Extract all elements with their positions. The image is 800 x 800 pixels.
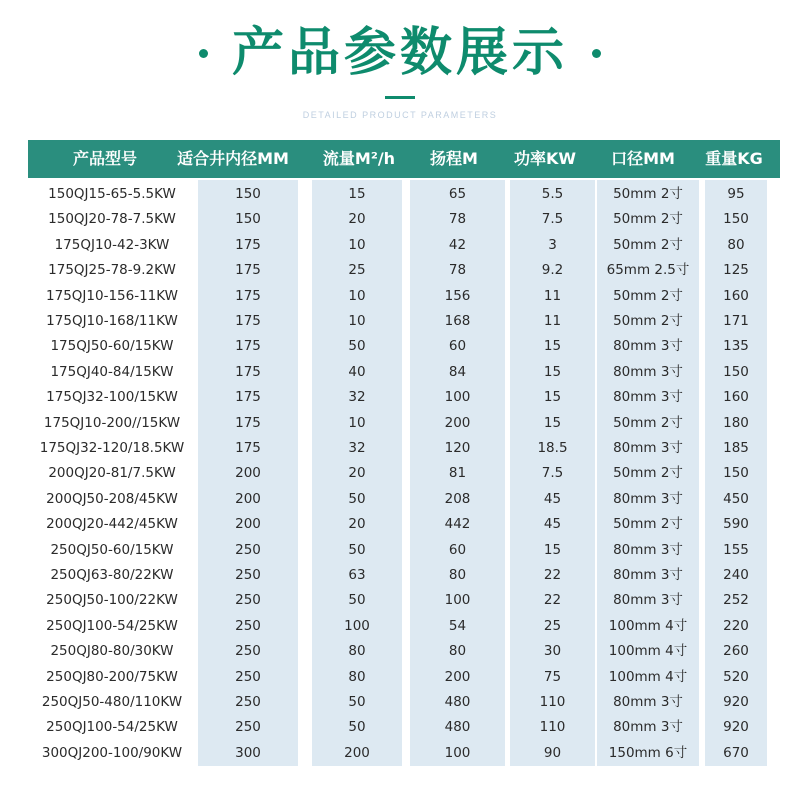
table-cell: 110 [539,694,566,710]
table-cell: 250 [235,668,261,685]
table-row [0,563,800,588]
table-cell: 200QJ50-208/45KW [46,490,178,507]
table-row [0,538,800,563]
table-cell: 15 [543,541,562,558]
table-cell: 20 [348,465,366,482]
table-cell: 18.5 [537,440,568,456]
table-row [0,207,800,232]
table-cell: 175 [235,363,261,380]
table-cell: 50 [348,338,366,355]
table-cell: 90 [543,744,562,761]
table-cell: 590 [723,516,749,533]
table-cell: 50 [348,592,366,609]
table-cell: 150 [235,211,261,228]
table-cell: 175 [235,389,261,406]
table-row [0,182,800,207]
table-cell: 110 [539,719,566,736]
table-cell: 200QJ20-81/7.5KW [48,465,176,482]
table-cell: 250 [235,694,261,710]
table-cell: 10 [348,414,366,431]
title-bar [0,18,800,88]
table-cell: 150QJ15-65-5.5KW [48,186,176,202]
table-cell: 171 [723,313,749,329]
table-cell: 175QJ10-168/11KW [46,313,178,329]
page-title: 产品参数展示 [231,23,568,83]
table-cell: 480 [444,719,471,736]
table-cell: 200 [235,465,261,482]
table-cell: 80mm 3寸 [613,541,683,558]
table-cell: 54 [448,617,467,634]
table-cell: 80mm 3寸 [613,592,683,609]
table-header [28,140,780,178]
table-cell: 9.2 [541,262,564,279]
page-subtitle: DETAILED PRODUCT PARAMETERS [302,110,498,120]
table-cell: 250QJ50-60/15KW [50,541,174,558]
table-cell: 80 [448,643,467,660]
table-row [0,284,800,309]
table-row [0,665,800,690]
table-cell: 135 [723,338,749,355]
table-row [0,258,800,283]
table-cell: 3 [548,236,557,253]
table-cell: 150QJ20-78-7.5KW [48,211,176,228]
table-cell: 520 [723,668,749,685]
table-row [0,411,800,436]
table-cell: 200 [444,668,471,685]
table-cell: 208 [444,490,471,507]
table-cell: 50mm 2寸 [613,516,683,533]
table-cell: 10 [348,287,366,304]
table-cell: 50mm 2寸 [613,236,683,253]
table-cell: 260 [723,643,749,660]
table-cell: 80 [348,643,366,660]
table-cell: 7.5 [541,465,564,482]
table-cell: 40 [348,363,366,380]
table-cell: 80mm 3寸 [613,567,683,583]
table-cell: 50mm 2寸 [613,465,683,482]
right-dot-icon [592,49,601,58]
table-cell: 63 [348,567,366,583]
table-cell: 32 [348,440,366,456]
table-cell: 100mm 4寸 [608,668,688,685]
table-row [0,614,800,639]
table-cell: 50 [348,541,366,558]
table-cell: 50mm 2寸 [613,313,683,329]
table-cell: 100 [444,389,471,406]
table-cell: 42 [448,236,467,253]
table-cell: 30 [543,643,562,660]
table-cell: 60 [448,338,467,355]
table-cell: 175 [235,338,261,355]
table-cell: 175 [235,262,261,279]
table-cell: 120 [444,440,471,456]
table-cell: 75 [543,668,562,685]
table-cell: 175 [235,287,261,304]
table-cell: 920 [723,719,749,736]
table-cell: 175QJ10-42-3KW [54,236,170,253]
table-cell: 100 [344,617,370,634]
table-cell: 80mm 3寸 [613,389,683,406]
table-cell: 175QJ40-84/15KW [50,363,174,380]
header-well-diameter: 适合井内径MM [177,149,289,168]
table-cell: 250QJ50-100/22KW [46,592,178,609]
table-cell: 670 [723,744,749,761]
table-cell: 175 [235,414,261,431]
table-cell: 250 [235,617,261,634]
table-cell: 15 [543,338,562,355]
table-cell: 100mm 4寸 [608,617,688,634]
table-cell: 250QJ80-200/75KW [46,668,178,685]
table-cell: 150 [723,363,749,380]
table-cell: 60 [448,541,467,558]
table-cell: 250 [235,719,261,736]
table-cell: 175QJ32-100/15KW [46,389,178,406]
table-cell: 45 [543,490,562,507]
table-cell: 175 [235,236,261,253]
table-row [0,639,800,664]
table-cell: 250 [235,592,261,609]
table-row [0,487,800,512]
table-cell: 250QJ63-80/22KW [50,567,174,583]
table-row [0,385,800,410]
table-cell: 80mm 3寸 [613,338,683,355]
table-cell: 175QJ32-120/18.5KW [39,440,185,456]
table-row [0,360,800,385]
table-cell: 78 [448,211,467,228]
table-cell: 220 [723,617,749,634]
table-cell: 32 [348,389,366,406]
table-row [0,715,800,740]
table-cell: 80mm 3寸 [613,440,683,456]
table-cell: 175QJ50-60/15KW [50,338,174,355]
table-cell: 156 [444,287,471,304]
table-cell: 25 [543,617,562,634]
table-cell: 180 [723,414,749,431]
table-cell: 15 [543,389,562,406]
header-model: 产品型号 [72,149,137,168]
header-head: 扬程M [430,149,478,168]
table-cell: 15 [348,186,366,202]
table-cell: 250QJ100-54/25KW [46,719,178,736]
table-cell: 125 [723,262,749,279]
table-row [0,741,800,766]
table-row [0,334,800,359]
table-cell: 250 [235,643,261,660]
table-cell: 50 [348,694,366,710]
table-cell: 80mm 3寸 [613,363,683,380]
table-cell: 50 [348,719,366,736]
table-cell: 50 [348,490,366,507]
table-cell: 450 [723,490,749,507]
table-cell: 80 [348,668,366,685]
table-cell: 200 [444,414,471,431]
table-cell: 160 [723,287,749,304]
table-cell: 11 [543,313,562,329]
table-cell: 50mm 2寸 [613,287,683,304]
table-cell: 200 [235,490,261,507]
table-cell: 200 [235,516,261,533]
table-cell: 250QJ100-54/25KW [46,617,178,634]
table-row [0,690,800,715]
table-cell: 15 [543,363,562,380]
table-cell: 175QJ25-78-9.2KW [48,262,176,279]
table-cell: 100 [444,744,471,761]
table-cell: 20 [348,211,366,228]
table-cell: 252 [723,592,749,609]
table-cell: 5.5 [541,186,564,202]
table-cell: 25 [348,262,366,279]
header-power: 功率KW [513,149,577,168]
table-cell: 250QJ80-80/30KW [50,643,174,660]
table-row [0,461,800,486]
table-cell: 50mm 2寸 [613,414,683,431]
header-caliber: 口径MM [611,149,675,168]
table-cell: 250 [235,567,261,583]
table-cell: 150mm 6寸 [608,744,688,761]
table-cell: 480 [444,694,471,710]
table-cell: 10 [348,313,366,329]
header-flow: 流量M²/h [322,149,396,168]
table-cell: 80mm 3寸 [613,719,683,736]
table-cell: 80mm 3寸 [613,694,683,710]
table-cell: 81 [448,465,467,482]
table-cell: 175 [235,440,261,456]
table-cell: 22 [543,592,562,609]
table-cell: 250QJ50-480/110KW [41,694,183,710]
table-row [0,309,800,334]
table-cell: 95 [727,186,745,202]
table-row [0,436,800,461]
table-cell: 80 [727,236,745,253]
table-cell: 78 [448,262,467,279]
table-row [0,512,800,537]
table-cell: 80mm 3寸 [613,490,683,507]
table-cell: 168 [444,313,471,329]
table-cell: 175QJ10-200//15KW [43,414,181,431]
table-cell: 11 [543,287,562,304]
table-cell: 250 [235,541,261,558]
table-cell: 50mm 2寸 [613,186,683,202]
table-cell: 80 [448,567,467,583]
table-row [0,588,800,613]
table-cell: 7.5 [541,211,564,228]
table-cell: 200QJ20-442/45KW [46,516,178,533]
table-row [0,233,800,258]
table-cell: 22 [543,567,562,583]
table-cell: 155 [723,541,749,558]
table-cell: 50mm 2寸 [613,211,683,228]
header-weight: 重量KG [705,149,763,168]
table-cell: 200 [344,744,370,761]
table-cell: 150 [723,211,749,228]
table-cell: 920 [723,694,749,710]
table-cell: 10 [348,236,366,253]
table-cell: 442 [444,516,471,533]
table-cell: 45 [543,516,562,533]
table-cell: 15 [543,414,562,431]
table-cell: 100mm 4寸 [608,643,688,660]
table-cell: 160 [723,389,749,406]
table-cell: 240 [723,567,749,583]
table-cell: 150 [723,465,749,482]
table-cell: 150 [235,186,261,202]
table-cell: 65 [448,186,467,202]
table-cell: 20 [348,516,366,533]
table-cell: 175QJ10-156-11KW [46,287,178,304]
title-underline [385,96,415,99]
table-cell: 300 [235,744,261,761]
table-cell: 100 [444,592,471,609]
table-cell: 175 [235,313,261,329]
left-dot-icon [199,49,208,58]
table-cell: 65mm 2.5寸 [606,262,690,279]
table-cell: 185 [723,440,749,456]
table-cell: 84 [448,363,467,380]
table-cell: 300QJ200-100/90KW [41,744,183,761]
